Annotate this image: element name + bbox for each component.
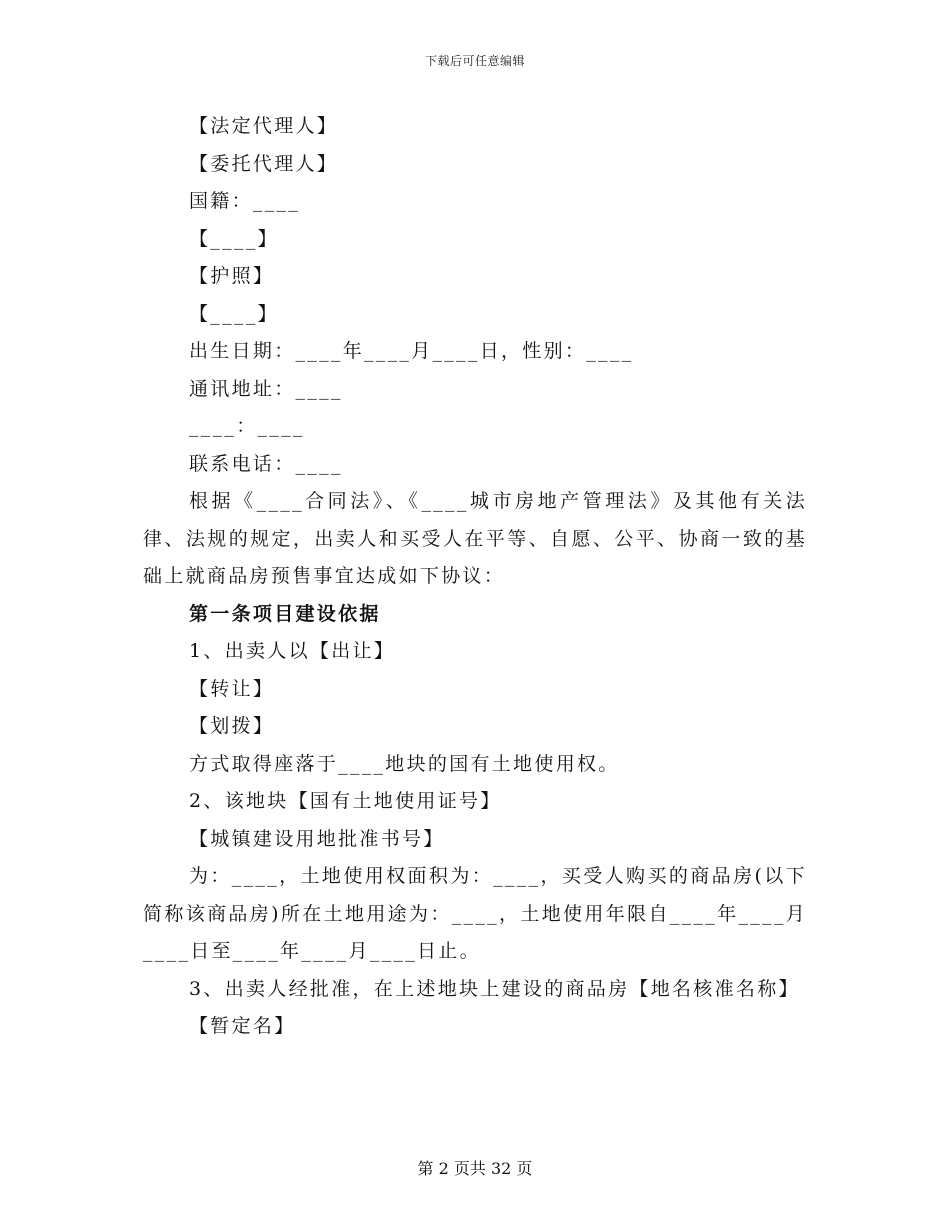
item-3-option: 【暂定名】 xyxy=(189,1015,296,1037)
item-1-option-allocation: 【划拨】 xyxy=(189,715,275,737)
section-title: 第一条项目建设依据 xyxy=(189,602,381,625)
id-type-blank-line: 【____】 xyxy=(189,227,279,250)
page-number-footer: 第 2 页共 32 页 xyxy=(417,1159,533,1178)
legal-basis-paragraph: 根据《____合同法》、《____城市房地产管理法》及其他有关法律、法规的规定，出卖人和买受人在平等、自愿、公平、协商一致的基础上就商品房预售事宜达成如下协议： xyxy=(143,490,807,587)
id-type-blank-line-2: 【____】 xyxy=(189,302,279,325)
item-3: 3、出卖人经批准，在上述地块上建设的商品房【地名核准名称】 xyxy=(189,977,800,1000)
blank-field-line: ____：____ xyxy=(189,415,305,437)
authorized-agent-line: 【委托代理人】 xyxy=(189,152,339,175)
item-2-option: 【城镇建设用地批准书号】 xyxy=(189,827,445,850)
item-1-option-transfer: 【转让】 xyxy=(189,677,275,700)
nationality-line: 国籍：____ xyxy=(189,190,301,212)
passport-line: 【护照】 xyxy=(189,265,275,287)
mailing-address-line: 通讯地址：____ xyxy=(189,377,343,400)
item-2: 2、该地块【国有土地使用证号】 xyxy=(189,790,502,812)
legal-representative-line: 【法定代理人】 xyxy=(189,115,339,137)
item-1-tail: 方式取得座落于____地块的国有土地使用权。 xyxy=(189,752,620,775)
item-1: 1、出卖人以【出让】 xyxy=(189,640,396,662)
page-header-note: 下载后可任意编辑 xyxy=(424,54,525,68)
document-body xyxy=(143,108,807,1046)
birth-date-gender-line: 出生日期：____年____月____日，性别：____ xyxy=(189,340,634,362)
item-2-details-paragraph: 为：____，土地使用权面积为：____，买受人购买的商品房(以下简称该商品房)所在土地用途为：____，土地使用年限自____年____月____日至____年____月____日止。 xyxy=(143,865,807,962)
phone-line: 联系电话：____ xyxy=(189,452,343,475)
